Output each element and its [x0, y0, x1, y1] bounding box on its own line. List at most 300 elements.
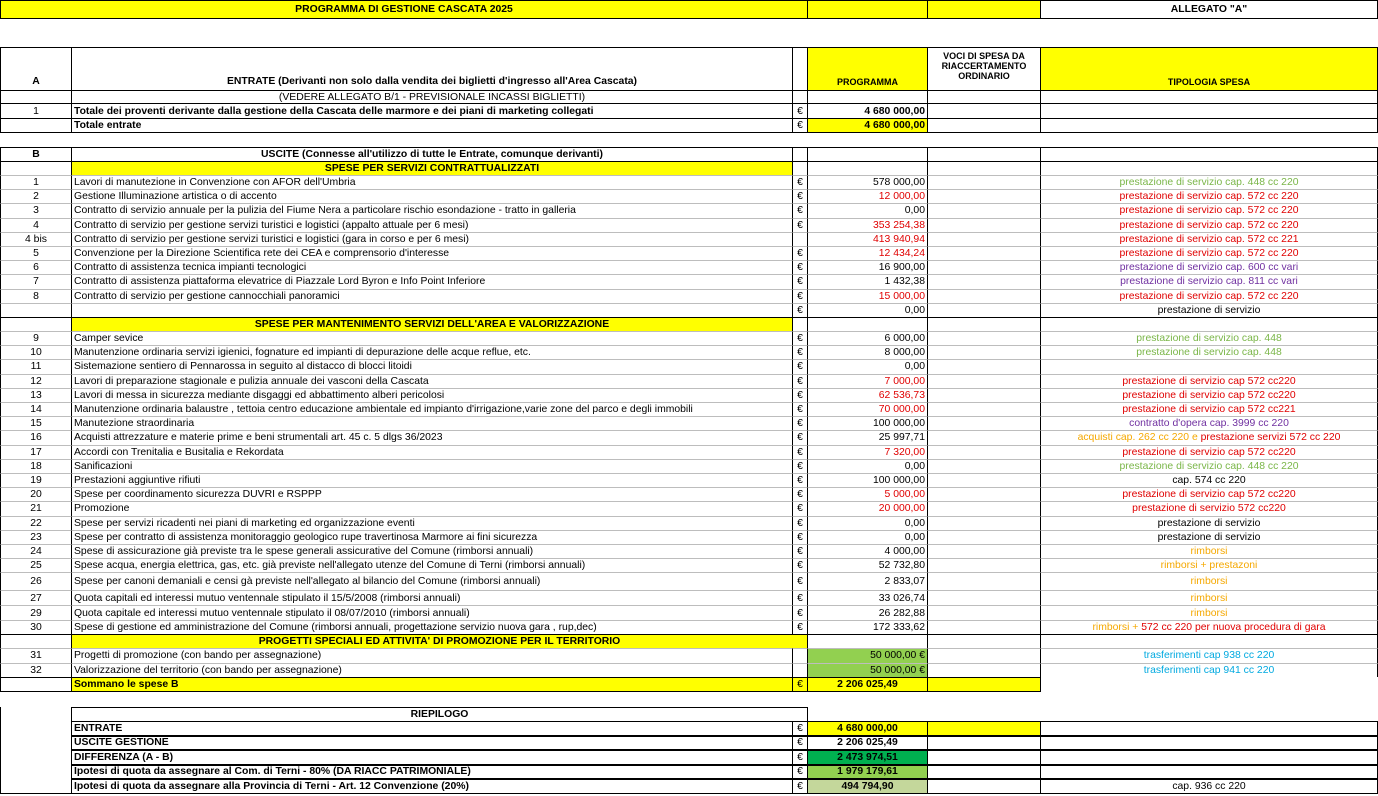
euro-symbol: €	[793, 388, 808, 402]
table-row	[0, 388, 1378, 402]
euro-symbol: €	[793, 750, 808, 765]
row-voci	[928, 331, 1041, 345]
row-description: Contratto di servizio annuale per la pulizia del Fiume Nera a particolare rischio esondazione - tratto in galleria	[72, 203, 793, 217]
riepilogo-amount: 494 794,90	[808, 779, 928, 794]
riepilogo-amount: 1 979 179,61	[808, 765, 928, 780]
euro-symbol: €	[793, 430, 808, 444]
table-row	[0, 274, 1378, 288]
euro-symbol: €	[793, 473, 808, 487]
row-amount: 33 026,74	[808, 590, 928, 605]
row-amount: 16 900,00	[808, 260, 928, 274]
euro-symbol: €	[793, 620, 808, 634]
table-row	[0, 374, 1378, 388]
row-tipologia: rimborsi	[1041, 590, 1378, 605]
euro-symbol: €	[793, 260, 808, 274]
table-row	[0, 544, 1378, 558]
title-yellow-spacer-2	[808, 0, 928, 19]
row-amount: 70 000,00	[808, 402, 928, 416]
euro-symbol: €	[793, 721, 808, 736]
euro-symbol: €	[793, 516, 808, 530]
row-voci	[928, 516, 1041, 530]
row-number: 3	[0, 203, 72, 217]
riepilogo-label: USCITE GESTIONE	[72, 736, 793, 751]
totale-entrate-amount: 4 680 000,00	[808, 118, 928, 133]
uscite-e	[793, 147, 808, 161]
riepilogo-label: Ipotesi di quota da assegnare al Com. di Terni - 80% (DA RIACC PATRIMONIALE)	[72, 765, 793, 780]
row-tipologia: prestazione di servizio cap 572 cc220	[1041, 374, 1378, 388]
row-tipologia: trasferimenti cap 938 cc 220	[1041, 648, 1378, 663]
sommano-a	[0, 677, 72, 692]
euro-symbol: €	[793, 189, 808, 203]
row-number: 15	[0, 416, 72, 430]
row-number: 20	[0, 487, 72, 501]
sec2-e	[793, 317, 808, 331]
row-description: Spese per coordinamento sicurezza DUVRI e RSPPP	[72, 487, 793, 501]
table-row	[0, 590, 1378, 605]
row-tipologia: prestazione di servizio cap. 572 cc 220	[1041, 246, 1378, 260]
euro-symbol: €	[793, 416, 808, 430]
row-number: 4	[0, 218, 72, 232]
riepilogo-tipologia: cap. 936 cc 220	[1041, 779, 1378, 794]
riepilogo-tipologia	[1041, 765, 1378, 780]
row-amount: 8 000,00	[808, 345, 928, 359]
row-description: Accordi con Trenitalia e Busitalia e Rekordata	[72, 445, 793, 459]
table-row	[0, 501, 1378, 515]
row-number: 30	[0, 620, 72, 634]
euro-symbol: €	[793, 544, 808, 558]
row-description: Promozione	[72, 501, 793, 515]
row-number: 21	[0, 501, 72, 515]
row-number: 16	[0, 430, 72, 444]
table-row	[0, 402, 1378, 416]
row-amount: 0,00	[808, 516, 928, 530]
sec1-p	[808, 161, 928, 175]
uscite-p	[808, 147, 928, 161]
row-tipologia: contratto d'opera cap. 3999 cc 220	[1041, 416, 1378, 430]
riepilogo-a	[0, 779, 72, 794]
row-tipologia: prestazione di servizio cap. 448 cc 220	[1041, 459, 1378, 473]
row-amount: 172 333,62	[808, 620, 928, 634]
row-amount: 15 000,00	[808, 289, 928, 303]
row-tipologia	[1041, 103, 1378, 118]
row-number: 17	[0, 445, 72, 459]
table-row	[0, 416, 1378, 430]
euro-symbol: €	[793, 765, 808, 780]
row-voci	[928, 103, 1041, 118]
row-number	[0, 118, 72, 133]
row-voci	[928, 445, 1041, 459]
row-tipologia: rimborsi	[1041, 544, 1378, 558]
row-voci	[928, 430, 1041, 444]
riepilogo-voci	[928, 750, 1041, 765]
euro-symbol	[793, 648, 808, 663]
sec2-t	[1041, 317, 1378, 331]
section-title: SPESE PER SERVIZI CONTRATTUALIZZATI	[72, 161, 793, 175]
row-voci	[928, 620, 1041, 634]
program-title: PROGRAMMA DI GESTIONE CASCATA 2025	[0, 0, 808, 19]
row-voci	[928, 232, 1041, 246]
euro-symbol: €	[793, 103, 808, 118]
row-number: 31	[0, 648, 72, 663]
row-description: Sistemazione sentiero di Pennarossa in seguito al distacco di blocci litoidi	[72, 359, 793, 373]
euro-symbol: €	[793, 501, 808, 515]
programma-header: PROGRAMMA	[808, 47, 928, 90]
row-number: 19	[0, 473, 72, 487]
row-voci	[928, 402, 1041, 416]
row-number: 32	[0, 663, 72, 678]
riepilogo-voci	[928, 765, 1041, 780]
row-number: 25	[0, 558, 72, 572]
table-row	[0, 605, 1378, 620]
row-number	[0, 303, 72, 317]
eur-col-header	[793, 47, 808, 90]
table-row	[0, 345, 1378, 359]
table-row	[0, 359, 1378, 373]
entrate-row-1	[0, 103, 1378, 118]
row-voci	[928, 648, 1041, 663]
row-voci	[928, 345, 1041, 359]
row-tipologia	[1041, 359, 1378, 373]
row-description: Progetti di promozione (con bando per assegnazione)	[72, 648, 793, 663]
row-number: 4 bis	[0, 232, 72, 246]
entrate-header: ENTRATE (Derivanti non solo dalla vendita dei biglietti d'ingresso all'Area Cascata)	[72, 47, 793, 90]
riepilogo-a	[0, 721, 72, 736]
row-amount: 25 997,71	[808, 430, 928, 444]
sec1-e	[793, 161, 808, 175]
row-tipologia: rimborsi	[1041, 572, 1378, 590]
row-amount: 0,00	[808, 303, 928, 317]
euro-symbol: €	[793, 331, 808, 345]
sec1-v	[928, 161, 1041, 175]
row-voci	[928, 388, 1041, 402]
tipologia-part: prestazione servizi 572 cc 220	[1200, 432, 1341, 444]
row-tipologia: prestazione di servizio cap. 572 cc 221	[1041, 232, 1378, 246]
riepilogo-voci	[928, 779, 1041, 794]
riepilogo-row	[0, 750, 1378, 765]
row-description: Contratto di servizio per gestione servizi turistici e logistici (gara in corso e per 6 mesi)	[72, 232, 793, 246]
row-number: 13	[0, 388, 72, 402]
row-amount: 4 680 000,00	[808, 103, 928, 118]
row-number: 26	[0, 572, 72, 590]
totale-entrate-row	[0, 118, 1378, 133]
row-tipologia: prestazione di servizio cap. 572 cc 220	[1041, 218, 1378, 232]
col-a-header: A	[0, 47, 72, 90]
row-tipologia: trasferimenti cap 941 cc 220	[1041, 663, 1378, 678]
row-tipologia: rimborsi + prestazoni	[1041, 558, 1378, 572]
row-voci	[928, 246, 1041, 260]
row-tipologia: prestazione di servizio cap 572 cc220	[1041, 388, 1378, 402]
section-header-3	[0, 634, 1378, 648]
row-description: Prestazioni aggiuntive rifiuti	[72, 473, 793, 487]
row-tipologia: prestazione di servizio cap 572 cc220	[1041, 487, 1378, 501]
row-tipologia: prestazione di servizio cap. 811 cc vari	[1041, 274, 1378, 288]
vedere-p	[808, 90, 928, 103]
riepilogo-row	[0, 736, 1378, 751]
row-voci	[928, 530, 1041, 544]
table-row	[0, 260, 1378, 274]
row-amount: 6 000,00	[808, 331, 928, 345]
riepilogo-amount: 4 680 000,00	[808, 721, 928, 736]
sec2-a	[0, 317, 72, 331]
table-row	[0, 663, 1378, 678]
section-title: SPESE PER MANTENIMENTO SERVIZI DELL'AREA E VALORIZZAZIONE	[72, 317, 793, 331]
row-voci	[928, 663, 1041, 678]
row-amount: 7 000,00	[808, 374, 928, 388]
voci-header: VOCI DI SPESA DA RIACCERTAMENTO ORDINARIO	[928, 47, 1041, 90]
row-amount: 26 282,88	[808, 605, 928, 620]
row-voci	[928, 260, 1041, 274]
riepilogo-tipologia	[1041, 750, 1378, 765]
tipologia-part: rimborsi +	[1092, 622, 1142, 634]
row-number: 7	[0, 274, 72, 288]
vedere-row	[0, 90, 1378, 103]
euro-symbol: €	[793, 402, 808, 416]
row-number: 24	[0, 544, 72, 558]
euro-symbol: €	[793, 445, 808, 459]
table-row	[0, 648, 1378, 663]
table-row	[0, 445, 1378, 459]
col-b-label: B	[0, 147, 72, 161]
euro-symbol: €	[793, 530, 808, 544]
row-description: Spese per servizi ricadenti nei piani di marketing ed organizzazione eventi	[72, 516, 793, 530]
row-tipologia	[1041, 118, 1378, 133]
row-description: Spese di assicurazione già previste tra le spese generali assicurative del Comune (rimborsi annuali)	[72, 544, 793, 558]
row-number: 11	[0, 359, 72, 373]
vedere-t	[1041, 90, 1378, 103]
euro-symbol: €	[793, 175, 808, 189]
euro-symbol	[793, 663, 808, 678]
row-tipologia: prestazione di servizio cap. 572 cc 220	[1041, 189, 1378, 203]
row-tipologia: prestazione di servizio cap. 448 cc 220	[1041, 175, 1378, 189]
row-amount: 100 000,00	[808, 416, 928, 430]
row-tipologia: prestazione di servizio	[1041, 303, 1378, 317]
row-voci	[928, 274, 1041, 288]
row-tipologia: prestazione di servizio cap 572 cc220	[1041, 445, 1378, 459]
section-header-2	[0, 317, 1378, 331]
row-number: 5	[0, 246, 72, 260]
euro-symbol: €	[793, 274, 808, 288]
row-number: 14	[0, 402, 72, 416]
euro-symbol: €	[793, 605, 808, 620]
table-row	[0, 459, 1378, 473]
euro-symbol: €	[793, 203, 808, 217]
row-voci	[928, 544, 1041, 558]
riepilogo-amount: 2 473 974,51	[808, 750, 928, 765]
row-voci	[928, 459, 1041, 473]
euro-symbol: €	[793, 779, 808, 794]
uscite-v	[928, 147, 1041, 161]
row-tipologia: prestazione di servizio cap 572 cc221	[1041, 402, 1378, 416]
row-amount: 578 000,00	[808, 175, 928, 189]
euro-symbol: €	[793, 289, 808, 303]
euro-symbol: €	[793, 359, 808, 373]
row-amount: 62 536,73	[808, 388, 928, 402]
row-description: Spese per contratto di assistenza monitoraggio geologico rupe travertinosa Marmore ai fini sicurezza	[72, 530, 793, 544]
row-description: Gestione Illuminazione artistica o di accento	[72, 189, 793, 203]
sec3-p	[808, 634, 928, 648]
row-voci	[928, 473, 1041, 487]
row-voci	[928, 501, 1041, 515]
row-number: 29	[0, 605, 72, 620]
euro-symbol: €	[793, 218, 808, 232]
table-row	[0, 487, 1378, 501]
euro-symbol: €	[793, 558, 808, 572]
table-row	[0, 430, 1378, 444]
euro-symbol: €	[793, 590, 808, 605]
riepilogo-voci	[928, 721, 1041, 736]
riepilogo-label: Ipotesi di quota da assegnare alla Provincia di Terni - Art. 12 Convenzione (20%)	[72, 779, 793, 794]
euro-symbol: €	[793, 374, 808, 388]
row-tipologia: prestazione di servizio 572 cc220	[1041, 501, 1378, 515]
riepilogo-row	[0, 765, 1378, 780]
row-amount: 12 000,00	[808, 189, 928, 203]
row-description: Spese per canoni demaniali e censi gà previste nell'allegato al bilancio del Comune (rimborsi annuali)	[72, 572, 793, 590]
sec1-a	[0, 161, 72, 175]
sec3-v	[928, 634, 1041, 648]
row-voci	[928, 175, 1041, 189]
row-voci	[928, 590, 1041, 605]
riepilogo-a	[0, 765, 72, 780]
riepilogo-voci	[928, 736, 1041, 751]
table-row	[0, 175, 1378, 189]
row-description: Contratto di servizio per gestione servizi turistici e logistici (appalto attuale per 6 mesi)	[72, 218, 793, 232]
allegato-label: ALLEGATO "A"	[1041, 0, 1378, 19]
euro-symbol: €	[793, 677, 808, 692]
row-tipologia: prestazione di servizio cap. 600 cc vari	[1041, 260, 1378, 274]
row-number: 18	[0, 459, 72, 473]
table-row	[0, 331, 1378, 345]
vedere-a	[0, 90, 72, 103]
row-description: Manutenzione ordinaria servizi igienici, fognature ed impianti di depurazione delle acque reflue, etc.	[72, 345, 793, 359]
row-amount: 52 732,80	[808, 558, 928, 572]
row-voci	[928, 289, 1041, 303]
euro-symbol: €	[793, 459, 808, 473]
row-amount: 100 000,00	[808, 473, 928, 487]
tipologia-header: TIPOLOGIA SPESA	[1041, 47, 1378, 90]
row-number: 1	[0, 175, 72, 189]
row-tipologia: rimborsi	[1041, 605, 1378, 620]
table-row	[0, 572, 1378, 590]
euro-symbol: €	[793, 572, 808, 590]
row-tipologia: cap. 574 cc 220	[1041, 473, 1378, 487]
table-row	[0, 289, 1378, 303]
row-description: Lavori di messa in sicurezza mediante disgaggi ed abbattimento alberi pericolosi	[72, 388, 793, 402]
sec3-a	[0, 634, 72, 648]
riepilogo-tipologia	[1041, 736, 1378, 751]
row-voci	[928, 416, 1041, 430]
row-amount: 50 000,00 €	[808, 648, 928, 663]
row-tipologia: prestazione di servizio cap. 572 cc 220	[1041, 203, 1378, 217]
row-voci	[928, 218, 1041, 232]
row-amount: 1 432,38	[808, 274, 928, 288]
row-tipologia	[1041, 620, 1378, 634]
euro-symbol: €	[793, 118, 808, 133]
table-row	[0, 473, 1378, 487]
row-number: 12	[0, 374, 72, 388]
riepilogo-a	[0, 707, 72, 721]
sec2-p	[808, 317, 928, 331]
row-description: Lavori di preparazione stagionale e pulizia annuale dei vasconi della Cascata	[72, 374, 793, 388]
row-description: Contratto di assistenza piattaforma elevatrice di Piazzale Lord Byron e Info Point Inferiore	[72, 274, 793, 288]
row-voci	[928, 558, 1041, 572]
table-row	[0, 530, 1378, 544]
row-description: Lavori di manutezione in Convenzione con AFOR dell'Umbria	[72, 175, 793, 189]
row-amount: 2 833,07	[808, 572, 928, 590]
row-description: Sanificazioni	[72, 459, 793, 473]
row-voci	[928, 189, 1041, 203]
riepilogo-label: DIFFERENZA (A - B)	[72, 750, 793, 765]
sommano-label: Sommano le spese B	[72, 677, 793, 692]
row-voci	[928, 487, 1041, 501]
sec2-v	[928, 317, 1041, 331]
table-row	[0, 516, 1378, 530]
title-yellow-spacer	[928, 0, 1041, 19]
table-row	[0, 558, 1378, 572]
row-amount: 50 000,00 €	[808, 663, 928, 678]
euro-symbol: €	[793, 303, 808, 317]
euro-symbol: €	[793, 736, 808, 751]
row-description: Spese acqua, energia elettrica, gas, etc. già previste nell'allegato utenze del Comune di Terni (rimborsi annuali)	[72, 558, 793, 572]
row-number: 2	[0, 189, 72, 203]
row-description: Contratto di assistenza tecnica impianti tecnologici	[72, 260, 793, 274]
row-description	[72, 303, 793, 317]
row-description: Manutenzione ordinaria balaustre , tettoia centro educazione ambientale ed impianto d'irrigazione,varie zone del parco e degli immobili	[72, 402, 793, 416]
section-header-1	[0, 161, 1378, 175]
row-amount: 413 940,94	[808, 232, 928, 246]
row-number: 1	[0, 103, 72, 118]
row-voci	[928, 118, 1041, 133]
vedere-v	[928, 90, 1041, 103]
row-voci	[928, 605, 1041, 620]
row-number: 10	[0, 345, 72, 359]
riepilogo-title-row	[0, 707, 1378, 721]
uscite-header-row	[0, 147, 1378, 161]
table-row	[0, 218, 1378, 232]
uscite-t	[1041, 147, 1378, 161]
table-row	[0, 620, 1378, 634]
row-description: Contratto di servizio per gestione cannocchiali panoramici	[72, 289, 793, 303]
row-voci	[928, 203, 1041, 217]
row-tipologia: prestazione di servizio cap. 572 cc 220	[1041, 289, 1378, 303]
row-tipologia: prestazione di servizio cap. 448	[1041, 331, 1378, 345]
row-tipologia: prestazione di servizio	[1041, 516, 1378, 530]
row-tipologia: prestazione di servizio	[1041, 530, 1378, 544]
riepilogo-row	[0, 779, 1378, 794]
table-row	[0, 189, 1378, 203]
row-amount: 20 000,00	[808, 501, 928, 515]
row-amount: 7 320,00	[808, 445, 928, 459]
section-title: PROGETTI SPECIALI ED ATTIVITA' DI PROMOZIONE PER IL TERRITORIO	[72, 634, 808, 648]
row-description: Valorizzazione del territorio (con bando per assegnazione)	[72, 663, 793, 678]
row-amount: 4 000,00	[808, 544, 928, 558]
riepilogo-row	[0, 721, 1378, 736]
sec3-t	[1041, 634, 1378, 648]
row-tipologia: prestazione di servizio cap. 448	[1041, 345, 1378, 359]
riepilogo-amount: 2 206 025,49	[808, 736, 928, 751]
sommano-amount: 2 206 025,49	[808, 677, 928, 692]
row-description: Quota capitale ed interessi mutuo ventennale stipulato il 08/07/2010 (rimborsi annuali)	[72, 605, 793, 620]
uscite-title: USCITE (Connesse all'utilizzo di tutte le Entrate, comunque derivanti)	[72, 147, 793, 161]
row-description: Quota capitali ed interessi mutuo ventennale stipulato il 15/5/2008 (rimborsi annuali)	[72, 590, 793, 605]
row-number: 22	[0, 516, 72, 530]
table-row	[0, 203, 1378, 217]
table-row	[0, 303, 1378, 317]
row-number: 8	[0, 289, 72, 303]
row-voci	[928, 374, 1041, 388]
tipologia-part: 572 cc 220 per nuova procedura di gara	[1141, 622, 1326, 634]
row-description: Acquisti attrezzature e materie prime e beni strumentali art. 45 c. 5 dlgs 36/2023	[72, 430, 793, 444]
euro-symbol	[793, 232, 808, 246]
